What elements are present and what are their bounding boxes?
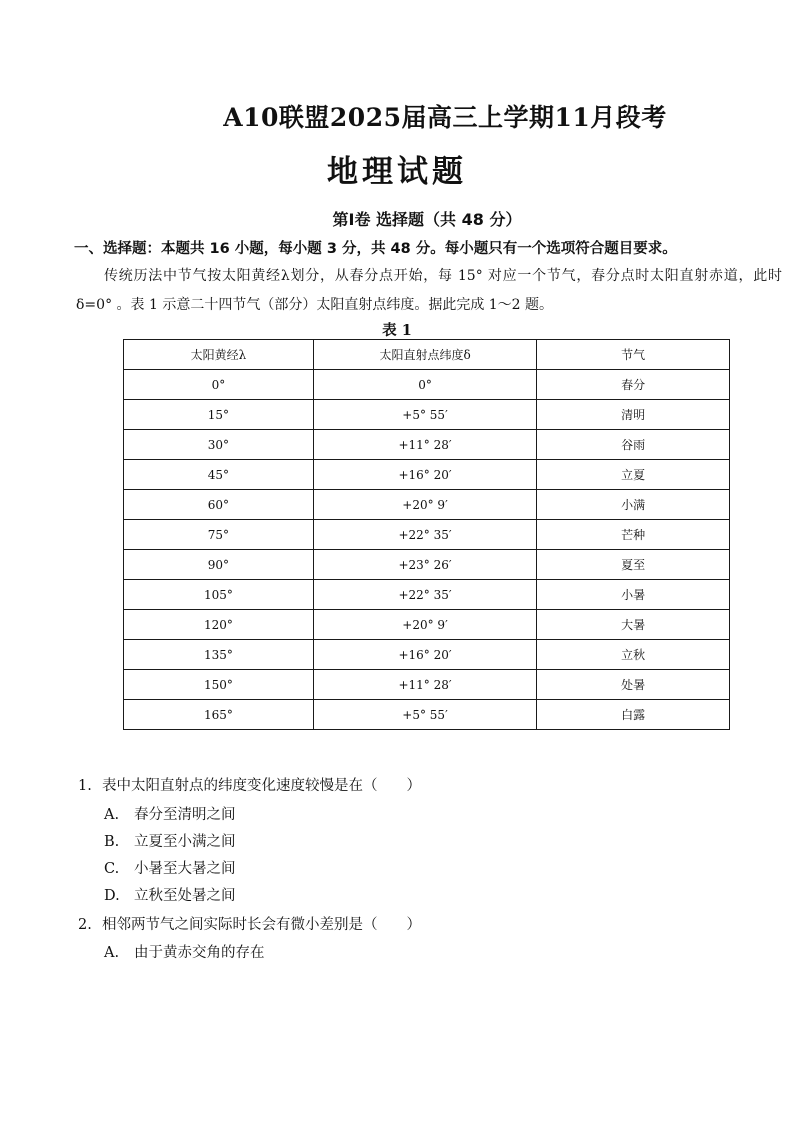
table-row (124, 430, 730, 460)
table-row (124, 490, 730, 520)
table-row (124, 670, 730, 700)
cell-solar-term: 芒种 (537, 520, 730, 550)
option-letter: C. (104, 861, 120, 877)
question-1-option-c[interactable] (104, 857, 236, 878)
cell-latitude: +22° 35′ (313, 520, 537, 550)
cell-latitude: 0° (313, 370, 537, 400)
cell-solar-term: 夏至 (537, 550, 730, 580)
column-header-latitude: 太阳直射点纬度δ (313, 340, 537, 370)
cell-latitude: +16° 20′ (313, 460, 537, 490)
table-caption: 表 1 (382, 322, 412, 339)
option-text: 由于黄赤交角的存在 (134, 945, 265, 961)
cell-solar-term: 小满 (537, 490, 730, 520)
question-stem: 表中太阳直射点的纬度变化速度较慢是在（ ） (102, 778, 421, 794)
table-row (124, 460, 730, 490)
question-2-option-a[interactable] (104, 941, 265, 962)
cell-solar-term: 白露 (537, 700, 730, 730)
cell-latitude: +5° 55′ (313, 700, 537, 730)
cell-longitude: 150° (124, 670, 314, 700)
option-text: 春分至清明之间 (134, 807, 236, 823)
option-text: 小暑至大暑之间 (134, 861, 236, 877)
cell-latitude: +20° 9′ (313, 490, 537, 520)
table-row (124, 370, 730, 400)
cell-latitude: +22° 35′ (313, 580, 537, 610)
cell-solar-term: 谷雨 (537, 430, 730, 460)
cell-latitude: +23° 26′ (313, 550, 537, 580)
volume-title: 第Ⅰ卷 选择题（共 48 分） (332, 210, 522, 229)
cell-solar-term: 大暑 (537, 610, 730, 640)
question-stem: 相邻两节气之间实际时长会有微小差别是（ ） (102, 917, 421, 933)
option-letter: B. (104, 834, 120, 850)
option-letter: A. (104, 945, 120, 961)
cell-longitude: 135° (124, 640, 314, 670)
table-row (124, 580, 730, 610)
cell-solar-term: 小暑 (537, 580, 730, 610)
table-row (124, 520, 730, 550)
table-header-row (124, 340, 730, 370)
option-letter: A. (104, 807, 120, 823)
question-1-option-b[interactable] (104, 830, 236, 851)
intro-paragraph: 传统历法中节气按太阳黄经λ划分，从春分点开始，每 15° 对应一个节气，春分点时太阳直射赤道，此时 δ=0° 。表 1 示意二十四节气（部分）太阳直射点纬度。据此完成 1～2 题。 (76, 268, 782, 313)
option-letter: D. (104, 888, 120, 904)
cell-latitude: +5° 55′ (313, 400, 537, 430)
cell-longitude: 30° (124, 430, 314, 460)
solar-terms-table (123, 339, 730, 730)
cell-longitude: 105° (124, 580, 314, 610)
question-2 (78, 913, 421, 934)
cell-longitude: 90° (124, 550, 314, 580)
table-row (124, 610, 730, 640)
cell-latitude: +20° 9′ (313, 610, 537, 640)
cell-solar-term: 处暑 (537, 670, 730, 700)
question-1-option-a[interactable] (104, 803, 236, 824)
option-text: 立秋至处暑之间 (134, 888, 236, 904)
question-1-option-d[interactable] (104, 884, 236, 905)
exam-title: A10联盟2025届高三上学期11月段考 (223, 103, 667, 132)
cell-longitude: 15° (124, 400, 314, 430)
table-row (124, 400, 730, 430)
section-heading: 一、选择题：本题共 16 小题，每小题 3 分，共 48 分。每小题只有一个选项符合题目要求。 (74, 241, 677, 257)
column-header-solar-term: 节气 (537, 340, 730, 370)
cell-latitude: +11° 28′ (313, 430, 537, 460)
cell-longitude: 165° (124, 700, 314, 730)
cell-solar-term: 清明 (537, 400, 730, 430)
cell-longitude: 60° (124, 490, 314, 520)
cell-solar-term: 立秋 (537, 640, 730, 670)
cell-latitude: +11° 28′ (313, 670, 537, 700)
table-row (124, 700, 730, 730)
column-header-longitude: 太阳黄经λ (124, 340, 314, 370)
cell-longitude: 45° (124, 460, 314, 490)
subject-title: 地理试题 (327, 154, 467, 190)
option-text: 立夏至小满之间 (134, 834, 236, 850)
cell-solar-term: 立夏 (537, 460, 730, 490)
table-row (124, 640, 730, 670)
cell-solar-term: 春分 (537, 370, 730, 400)
cell-longitude: 75° (124, 520, 314, 550)
question-number: 1. (78, 778, 92, 794)
question-number: 2. (78, 917, 92, 933)
cell-latitude: +16° 20′ (313, 640, 537, 670)
cell-longitude: 120° (124, 610, 314, 640)
cell-longitude: 0° (124, 370, 314, 400)
question-1 (78, 774, 421, 795)
table-row (124, 550, 730, 580)
